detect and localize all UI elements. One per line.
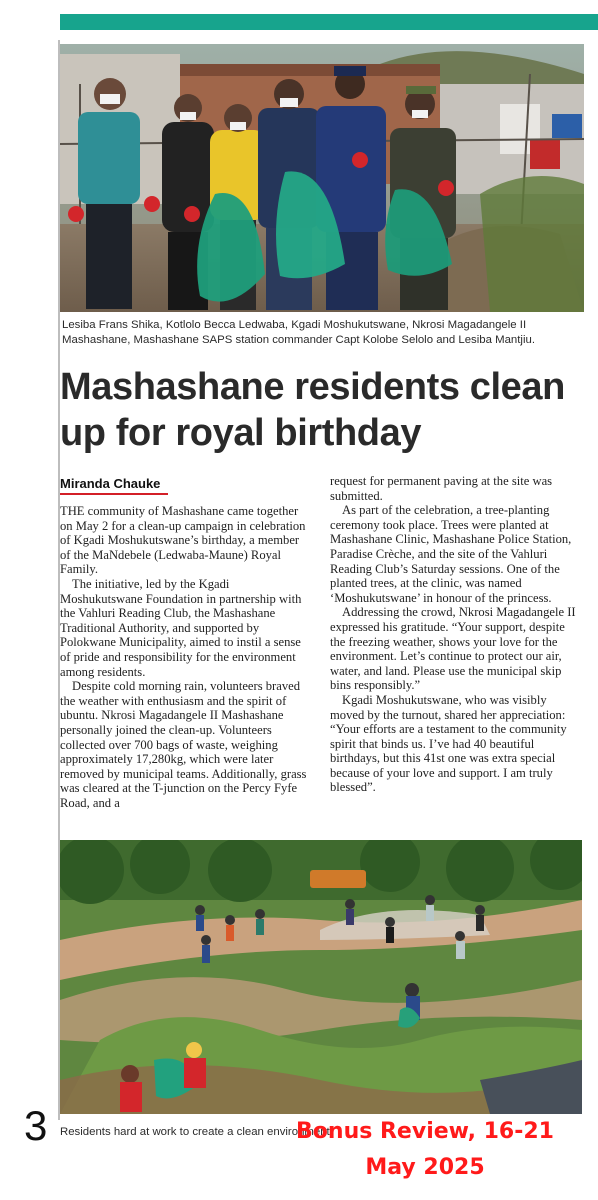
source-annotation-line-2: May 2025 bbox=[365, 1155, 485, 1180]
article-paragraph: THE community of Mashashane came together on May 2 for a clean-up campaign in celebration of Kgadi Moshukutswane’s birthday, a member of the MaNdebele (Ledwaba-Maune) Royal Family. bbox=[60, 504, 306, 577]
article-paragraph: Kgadi Moshukutswane, who was visibly moved by the turnout, shared her appreciation: “Your efforts are a testament to the community spirit that binds us. I’ve had 40 beautiful birthdays, but this 41st one was extra special because of your love and support. I am truly blessed”. bbox=[330, 692, 567, 795]
section-color-bar bbox=[60, 14, 598, 30]
article-paragraph: Addressing the crowd, Nkrosi Magadangele II expressed his gratitude. “Your support, despite the freezing weather, shows your love for the environment. Let’s continue to protect our air, water, and land. Please use the municipal skip bins responsibly.” bbox=[330, 605, 576, 693]
cleanup-photo bbox=[60, 840, 582, 1114]
article-paragraph: The initiative, led by the Kgadi Moshukutswane Foundation in partnership with the Vahluri Reading Club, the Mashashane Traditional Authority, and supported by Polokwane Municipality, aimed to instil a sense of pride and responsibility for the environment among residents. bbox=[60, 576, 302, 679]
photo-caption-top: Lesiba Frans Shika, Kotlolo Becca Ledwaba, Kgadi Moshukutswane, Nkrosi Magadangele II Mashashane, Mashashane SAPS station commander Capt Kolobe Selolo and Lesiba Mantjiu. bbox=[62, 319, 535, 346]
article-column-left bbox=[60, 504, 312, 810]
article-column-right bbox=[330, 474, 582, 795]
page-number: 3 bbox=[24, 1102, 48, 1149]
byline-underline bbox=[60, 493, 168, 495]
source-annotation-line-1: Bonus Review, 16-21 bbox=[296, 1119, 554, 1144]
headline: Mashashane residents clean up for royal birthday bbox=[60, 366, 565, 454]
source-annotation bbox=[270, 1114, 580, 1186]
article-paragraph: request for permanent paving at the site was submitted. bbox=[330, 474, 553, 503]
photo-caption-bottom: Residents hard at work to create a clean environment. bbox=[60, 1126, 333, 1138]
group-photo bbox=[60, 44, 584, 312]
article-paragraph: Despite cold morning rain, volunteers braved the weather with enthusiasm and the spirit of ubuntu. Nkrosi Magadangele II Mashashane personally joined the clean-up. Volunteers collected over 700 bags of waste, weighing approximately 17,280kg, which were later removed by municipal teams. Additionally, grass was cleared at the T-junction on the Percy Fyfe Road, and a bbox=[60, 679, 307, 810]
byline: Miranda Chauke bbox=[60, 476, 161, 491]
article-paragraph: As part of the celebration, a tree-planting ceremony took place. Trees were planted at Mashashane Clinic, Mashashane Police Station, Paradise Crèche, and the site of the Vahluri Reading Club’s Saturday sessions. One of the planted trees, at the clinic, was named ‘Moshukutswane’ in honour of the princess. bbox=[330, 503, 572, 605]
